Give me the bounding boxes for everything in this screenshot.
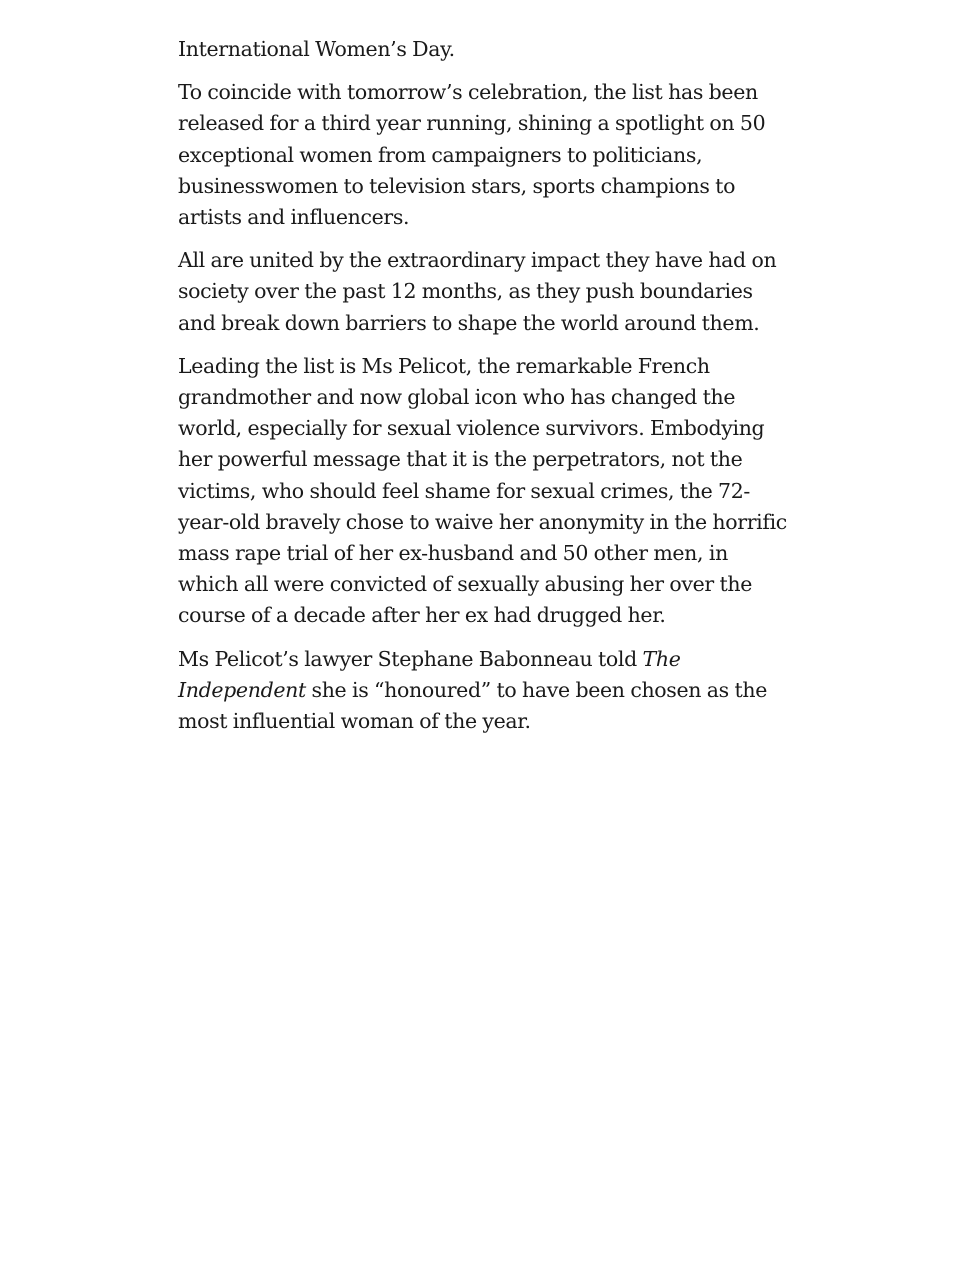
paragraph-text: she is “honoured” to have been chosen as the most influential woman of the year. [178,677,767,734]
article-paragraph: All are united by the extraordinary impact they have had on society over the past 12 months, as they push boundaries and break down barriers to shape the world around them. [178,248,777,335]
paragraph-text: Ms Pelicot’s lawyer Stephane Babonneau told [178,646,643,671]
publication-name: The Independent [178,646,681,702]
article-paragraph: To coincide with tomorrow’s celebration, the list has been released for a third year running, shining a spotlight on 50 exceptional women from campaigners to politicians, businesswomen to television stars, sports champions to artists and influencers. [178,80,766,230]
article-paragraph [178,644,790,738]
article-body [178,34,790,749]
article-paragraph: International Women’s Day. [178,37,455,61]
article-paragraph: Leading the list is Ms Pelicot, the remarkable French grandmother and now global icon who has changed the world, especially for sexual violence survivors. Embodying her powerful message that it is the perpetrators, not the victims, who should feel shame for sexual crimes, the 72-year-old bravely chose to waive her anonymity in the horrific mass rape trial of her ex-husband and 50 other men, in which all were convicted of sexually abusing her over the course of a decade after her ex had drugged her. [178,353,787,628]
